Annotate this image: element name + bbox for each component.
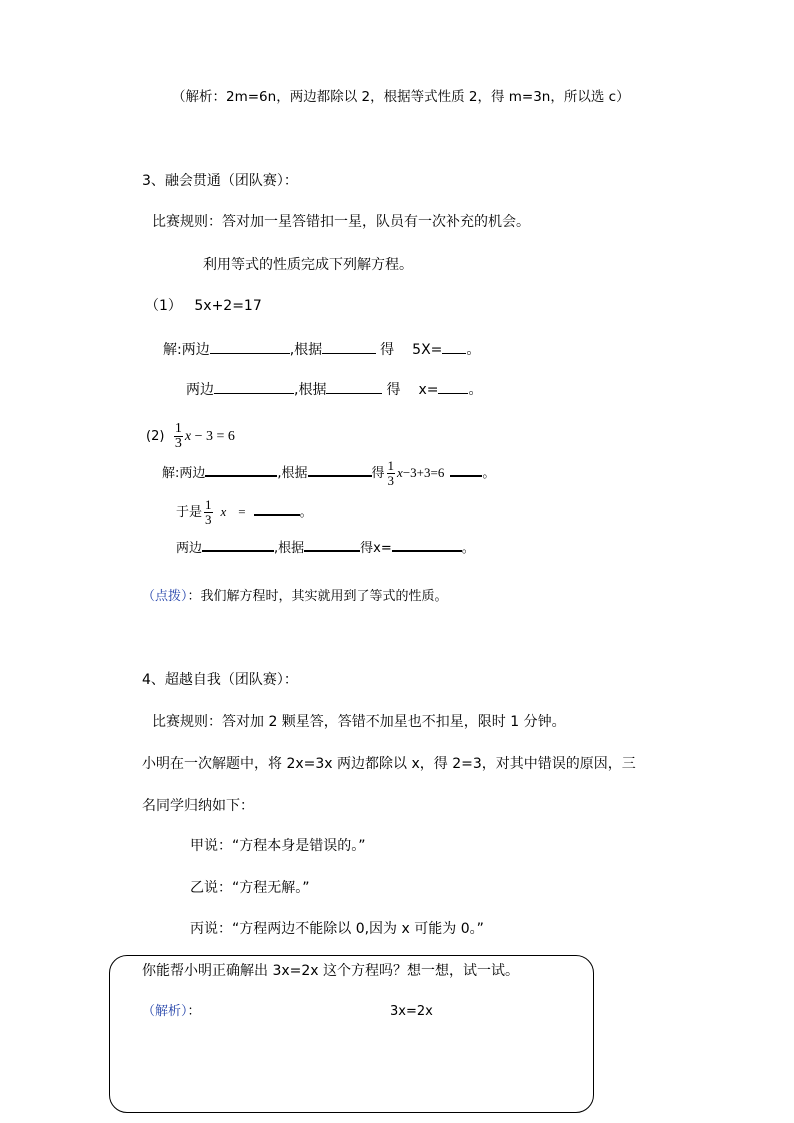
q2-l1-blank2[interactable]	[308, 461, 372, 477]
q2-l1-eq-rest: −3+3=6	[402, 465, 445, 480]
q1-label: （1）	[145, 298, 182, 314]
q1-l2-text1: 两边	[186, 382, 214, 398]
q1-l1-blank2[interactable]	[322, 339, 376, 354]
q2-l1-frac-den: 3	[387, 473, 395, 488]
box-analysis-label: （解析）	[142, 1004, 188, 1019]
q1-line2	[186, 379, 482, 399]
q1-l2-text3: 得	[386, 382, 401, 398]
q1-l1-blank3[interactable]	[442, 339, 466, 354]
q2-l1-text1: 解:两边	[162, 466, 206, 481]
q2-l2-blank1[interactable]	[254, 500, 300, 516]
q1-l1-text2: ,根据	[289, 342, 323, 358]
q1-l2-text4: x=	[418, 382, 439, 398]
q2-eq-rest: − 3 = 6	[194, 429, 235, 444]
statement-jia: 甲说：“方程本身是错误的。”	[190, 838, 366, 854]
section4-rules: 比赛规则：答对加 2 颗星答，答错不加星也不扣星，限时 1 分钟。	[152, 714, 566, 730]
q2-l1-fraction	[387, 459, 396, 488]
q2-l2-var-x: x	[220, 504, 227, 519]
q2-l3-text2: ,根据	[274, 541, 305, 556]
q1-l2-text2: ,根据	[294, 382, 327, 398]
q1-l1-text5: 。	[466, 342, 481, 358]
q2-line2	[176, 497, 313, 528]
q2-l2-fraction	[204, 498, 213, 527]
q2-l3-blank2[interactable]	[304, 536, 360, 552]
section4-para-line2: 名同学归纳如下：	[142, 798, 254, 814]
q2-l1-text2: ,根据	[277, 466, 308, 481]
q1-l2-text5: 。	[468, 382, 483, 398]
q2-l3-blank1[interactable]	[202, 536, 274, 552]
q2-label: (2)	[146, 429, 165, 444]
section3-instruction: 利用等式的性质完成下列解方程。	[203, 257, 413, 273]
q2-fraction	[174, 422, 183, 451]
q2-l2-text5: 。	[299, 505, 313, 520]
q2-l1-var-x: x	[397, 465, 403, 480]
q1-l1-text1: 解:两边	[163, 342, 210, 358]
q2-l2-frac-num: 1	[205, 497, 212, 512]
q2-l1-frac-num: 1	[387, 458, 395, 473]
q2-l1-text3: 得	[371, 466, 385, 481]
box-question: 你能帮小明正确解出 3x=2x 这个方程吗？想一想，试一试。	[142, 963, 520, 979]
q1-l1-text3: 得	[380, 342, 395, 358]
q1-header	[145, 297, 262, 315]
q2-l3-blank3[interactable]	[392, 536, 462, 552]
q2-l2-frac-den: 3	[205, 512, 212, 527]
q2-l3-text5: 。	[461, 541, 475, 556]
q2-l2-equals: =	[238, 504, 246, 519]
analysis-line: （解析：2m=6n，两边都除以 2，根据等式性质 2，得 m=3n，所以选 c）	[172, 89, 630, 105]
q2-l1-text5: 。	[482, 466, 496, 481]
q1-equation: 5x+2=17	[194, 298, 262, 314]
box-analysis-colon: ：	[187, 1004, 201, 1019]
q2-frac-den: 3	[174, 436, 182, 452]
q1-l1-blank1[interactable]	[210, 339, 290, 354]
q2-l2-text1: 于是	[176, 505, 203, 520]
q2-l1-blank3[interactable]	[450, 461, 482, 477]
q2-header	[146, 422, 235, 454]
hint-text: ：我们解方程时，其实就用到了等式的性质。	[187, 589, 448, 604]
q2-l3-text1: 两边	[176, 541, 203, 556]
q2-frac-num: 1	[174, 421, 182, 437]
q2-line3	[176, 536, 475, 558]
section3-rules: 比赛规则：答对加一星答错扣一星，队员有一次补充的机会。	[152, 214, 530, 230]
section4-para-line1: 小明在一次解题中，将 2x=3x 两边都除以 x，得 2=3，对其中错误的原因，三	[142, 756, 636, 772]
hint-line	[142, 588, 448, 606]
statement-yi: 乙说：“方程无解。”	[190, 880, 310, 896]
q1-line1	[163, 339, 480, 359]
q1-l2-blank2[interactable]	[326, 379, 382, 394]
q1-l2-blank3[interactable]	[438, 379, 468, 394]
section4-heading: 4、超越自我（团队赛）：	[142, 672, 298, 688]
q2-l3-text3: 得x=	[360, 541, 392, 556]
q1-l1-text4: 5X=	[412, 342, 443, 358]
box-equation: 3x=2x	[390, 1004, 433, 1019]
q2-line1	[162, 458, 495, 489]
q2-var-x: x	[184, 429, 192, 444]
statement-bing: 丙说：“方程两边不能除以 0,因为 x 可能为 0。”	[190, 921, 484, 937]
hint-label: （点拨）	[142, 589, 188, 604]
box-analysis	[142, 1003, 201, 1021]
q1-l2-blank1[interactable]	[214, 379, 294, 394]
section3-heading: 3、融会贯通（团队赛）：	[142, 173, 298, 189]
q2-l1-blank1[interactable]	[205, 461, 277, 477]
